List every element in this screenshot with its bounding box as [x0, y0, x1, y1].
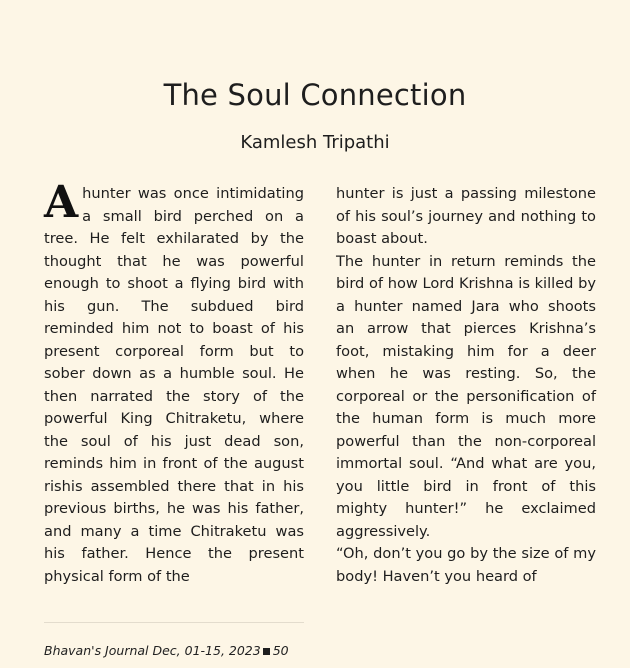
article-author: Kamlesh Tripathi — [240, 132, 390, 153]
left-column — [44, 177, 304, 588]
square-bullet-icon — [263, 648, 270, 655]
article-title: The Soul Connection — [163, 78, 467, 112]
drop-cap: A — [44, 177, 79, 228]
paragraph — [44, 177, 304, 588]
paragraph: The hunter in return reminds the bird of how Lord Krishna is killed by a hunter named Jara who shoots an arrow that pierces Krishna’s foot, mistaking him for a deer when he was resting. So, the corporeal or the personification of the human form is much more powerful than the non-corporeal immortal soul. “And what are you, you little bird in front of this mighty hunter!” he exclaimed aggressively. — [336, 252, 596, 540]
right-column — [336, 183, 596, 588]
paragraph-text: hunter was once intimidating a small bird perched on a tree. He felt exhilarated by the thought that he was powerful enough to shoot a flying bird with his gun. The subdued bird reminded him not to boast of his present corporeal form but to sober down as a humble soul. He then narrated the story of the powerful King Chitraketu, where the soul of his just dead son, reminds him in front of the august rishis assembled there that in his previous births, he was his father, and many a time Chitraketu was his father. Hence the present physical form of the — [44, 185, 304, 585]
page-number: 50 — [272, 643, 289, 658]
page-footer — [44, 643, 289, 658]
paragraph: hunter is just a passing milestone of his soul’s journey and nothing to boast about. — [336, 185, 596, 247]
paragraph: “Oh, don’t you go by the size of my body! Haven’t you heard of — [336, 545, 596, 585]
journal-citation: Bhavan's Journal Dec, 01-15, 2023 — [44, 643, 261, 658]
footer-divider — [44, 622, 304, 623]
